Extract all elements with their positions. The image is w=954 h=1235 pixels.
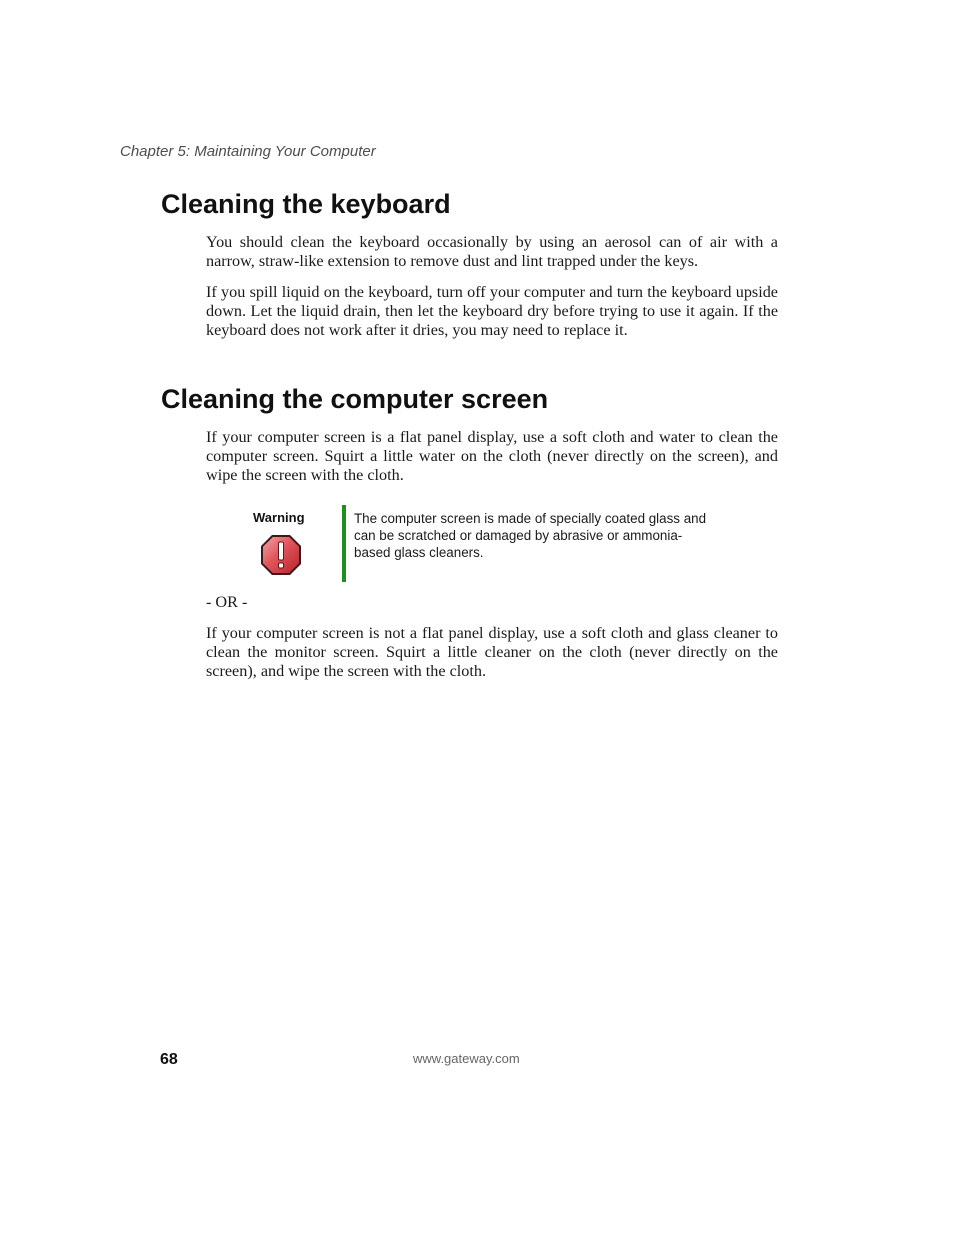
- warning-divider-bar: [342, 505, 346, 582]
- paragraph-screen-1: If your computer screen is a flat panel display, use a soft cloth and water to clean the computer screen. Squirt a little water on the cloth (never directly on the screen), and wipe the screen with the cloth.: [206, 428, 778, 484]
- warning-text: The computer screen is made of specially coated glass and can be scratched or damaged by abrasive or ammonia-based glass cleaners.: [354, 511, 707, 560]
- section-heading-screen: Cleaning the computer screen: [161, 384, 549, 414]
- page-number: 68: [160, 1051, 178, 1068]
- warning-label: Warning: [253, 510, 305, 525]
- chapter-header: Chapter 5: Maintaining Your Computer: [120, 143, 376, 160]
- paragraph-screen-2: If your computer screen is not a flat panel display, use a soft cloth and glass cleaner to clean the monitor screen. Squirt a little cleaner on the cloth (never directly on the screen), and wipe the screen with the cloth.: [206, 624, 778, 680]
- section-heading-keyboard: Cleaning the keyboard: [161, 189, 451, 219]
- or-separator: - OR -: [206, 593, 248, 611]
- paragraph-keyboard-2: If you spill liquid on the keyboard, turn off your computer and turn the keyboard upside down. Let the liquid drain, then let the keyboard dry before trying to use it again. If the keyboard does not work after it dries, you may need to replace it.: [206, 283, 778, 339]
- paragraph-keyboard-1: You should clean the keyboard occasionally by using an aerosol can of air with a narrow, straw-like extension to remove dust and lint trapped under the keys.: [206, 233, 778, 270]
- footer-url: www.gateway.com: [413, 1051, 520, 1066]
- warning-octagon-icon: [259, 533, 303, 577]
